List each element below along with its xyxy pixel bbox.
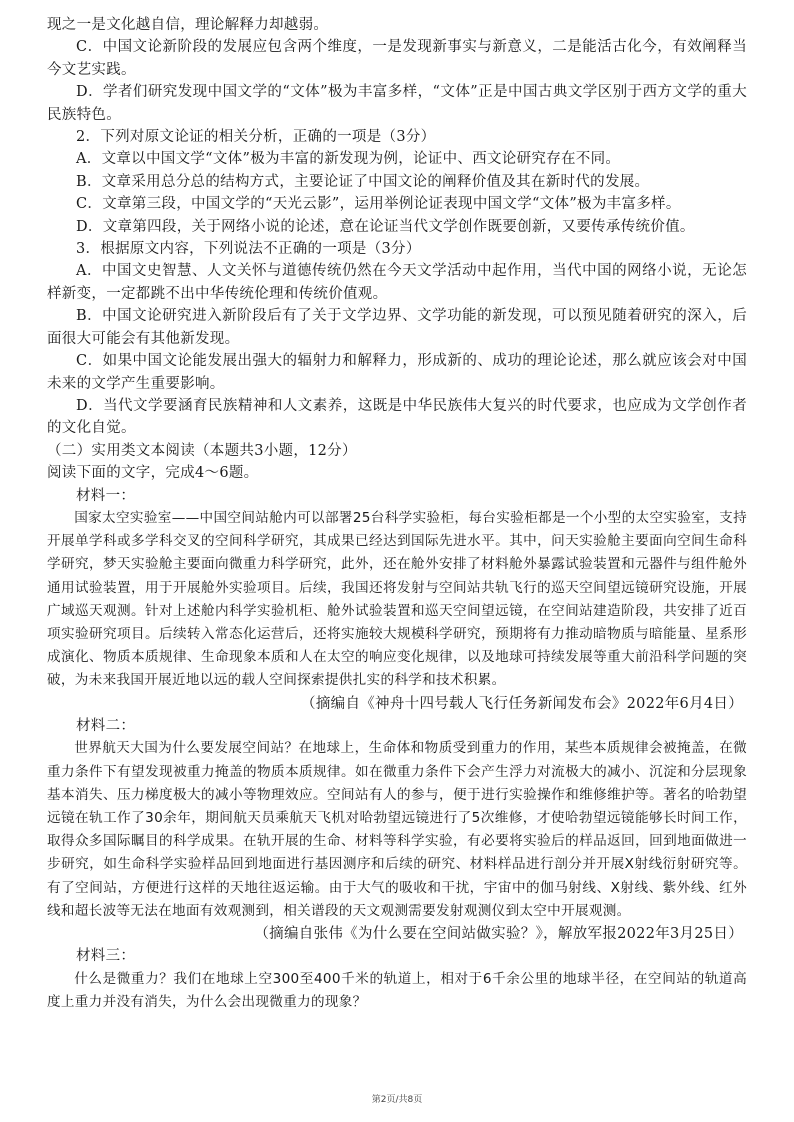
material-2-source: （摘编自张伟《为什么要在空间站做实验？》，解放军报2022年3月25日）: [254, 926, 743, 942]
instruction: 阅读下面的文字，完成4～6题。: [47, 465, 259, 482]
question-2-option-c: C．文章第三段，中国文学的“天光云影”，运用举例论证表现中国文学“文体”极为丰富多样。: [76, 196, 681, 213]
option-d: D．学者们研究发现中国文学的“文体”极为丰富多样，“文体”正是中国古典文学区别于西方文学的重大民族特色。: [47, 84, 747, 123]
question-3-option-b: B．中国文论研究进入新阶段后有了关于文学边界、文学功能的新发现，可以预见随着研究的深入，后面很大可能会有其他新发现。: [47, 308, 747, 347]
material-1-text: 国家太空实验室——中国空间站舱内可以部署25台科学实验柜，每台实验柜都是一个小型的太空实验室，支持开展单学科或多学科交叉的空间科学研究，其成果已经达到国际先进水平。其中，问天实验舱主要面向空间生命科学研究，梦天实验舱主要面向微重力科学研究，此外，还在舱外安排了材料舱外暴露试验装置和元器件与组件舱外通用试验装置，用于开展舱外实验项目。后续，我国还将发射与空间站共轨飞行的巡天空间望远镜研究设施，开展广域巡天观测。针对上述舱内科学实验机柜、舱外试验装置和巡天空间望远镜，在空间站建造阶段，共安排了近百项实验研究项目。后续转入常态化运营后，还将实施较大规模科学研究，预期将有力推动暗物质与暗能量、星系形成演化、物质本质规律、生命现象本质和人在太空的响应变化规律，以及地球可持续发展等重大前沿科学问题的突破，为未来我国开展近地以远的载人空间探索提供扎实的科学和技术积累。: [47, 509, 747, 689]
material-1-source: （摘编自《神舟十四号载人飞行任务新闻发布会》2022年6月4日）: [301, 695, 743, 712]
question-3-option-d: D．当代文学要涵育民族精神和人文素养，这既是中华民族伟大复兴的时代要求，也应成为文学创作者的文化自觉。: [47, 397, 747, 437]
option-c: C．中国文论新阶段的发展应包含两个维度，一是发现新事实与新意义，二是能活古化今，有效阐释当今文艺实践。: [47, 39, 747, 78]
page-number: 第2页/共8页: [371, 1095, 423, 1105]
question-3-option-a: A．中国文史智慧、人文关怀与道德传统仍然在今天文学活动中起作用，当代中国的网络小说，无论怎样新变，一定都跳不出中华传统伦理和传统价值观。: [47, 263, 747, 302]
question-3-option-c: C．如果中国文论能发展出强大的辐射力和解释力，形成新的、成功的理论论述，那么就应该会对中国未来的文学产生重要影响。: [47, 353, 747, 392]
question-2-option-a: A．文章以中国文学“文体”极为丰富的新发现为例，论证中、西文论研究存在不同。: [76, 151, 621, 168]
question-2: 2．下列对原文论证的相关分析，正确的一项是（3分）: [76, 129, 436, 146]
section-heading: （二）实用类文本阅读（本题共3小题，12分）: [47, 442, 357, 459]
question-3: 3．根据原文内容，下列说法不正确的一项是（3分）: [76, 241, 421, 258]
question-2-option-b: B．文章采用总分总的结构方式，主要论证了中国文论的阐释价值及其在新时代的发展。: [76, 173, 650, 190]
material-2-label: 材料二：: [76, 717, 136, 734]
material-2-text: 世界航天大国为什么要发展空间站？在地球上，生命体和物质受到重力的作用，某些本质规律会被掩盖，在微重力条件下有望发现被重力掩盖的物质本质规律。如在微重力条件下会产生浮力对流极大的减小、沉淀和分层现象基本消失、压力梯度极大的减小等物理效应。空间站有人的参与，便于进行实验操作和维修维护等。著名的哈勃望远镜在轨工作了30余年，期间航天员乘航天飞机对哈勃望远镜进行了5次维修，才使哈勃望远镜能够长时间工作，取得众多国际瞩目的科学成果。在轨开展的生命、材料等科学实验，有必要将实验后的样品返回，回到地面做进一步研究，如生命科学实验样品回到地面进行基因测序和后续的研究、材料样品进行剖分并开展X射线衍射研究等。有了空间站，方便进行这样的天地往返运输。由于大气的吸收和干扰，宇宙中的伽马射线、X射线、紫外线、红外线和超长波等无法在地面有效观测到，相关谱段的天文观测需要发射观测仪到太空中开展观测。: [47, 740, 747, 919]
text-line: 现之一是文化越自信，理论解释力却越弱。: [47, 17, 329, 33]
material-3-text: 什么是微重力？我们在地球上空300至400千米的轨道上，相对于6千余公里的地球半径，在空间站的轨道高度上重力并没有消失，为什么会出现微重力的现象？: [47, 970, 747, 1011]
document-page: [47, 14, 747, 1014]
question-2-option-d: D．文章第四段，关于网络小说的论述，意在论证当代文学创作既要创新，又要传承传统价值。: [76, 218, 695, 235]
material-3-label: 材料三：: [76, 948, 136, 965]
material-1-label: 材料一：: [76, 487, 136, 504]
